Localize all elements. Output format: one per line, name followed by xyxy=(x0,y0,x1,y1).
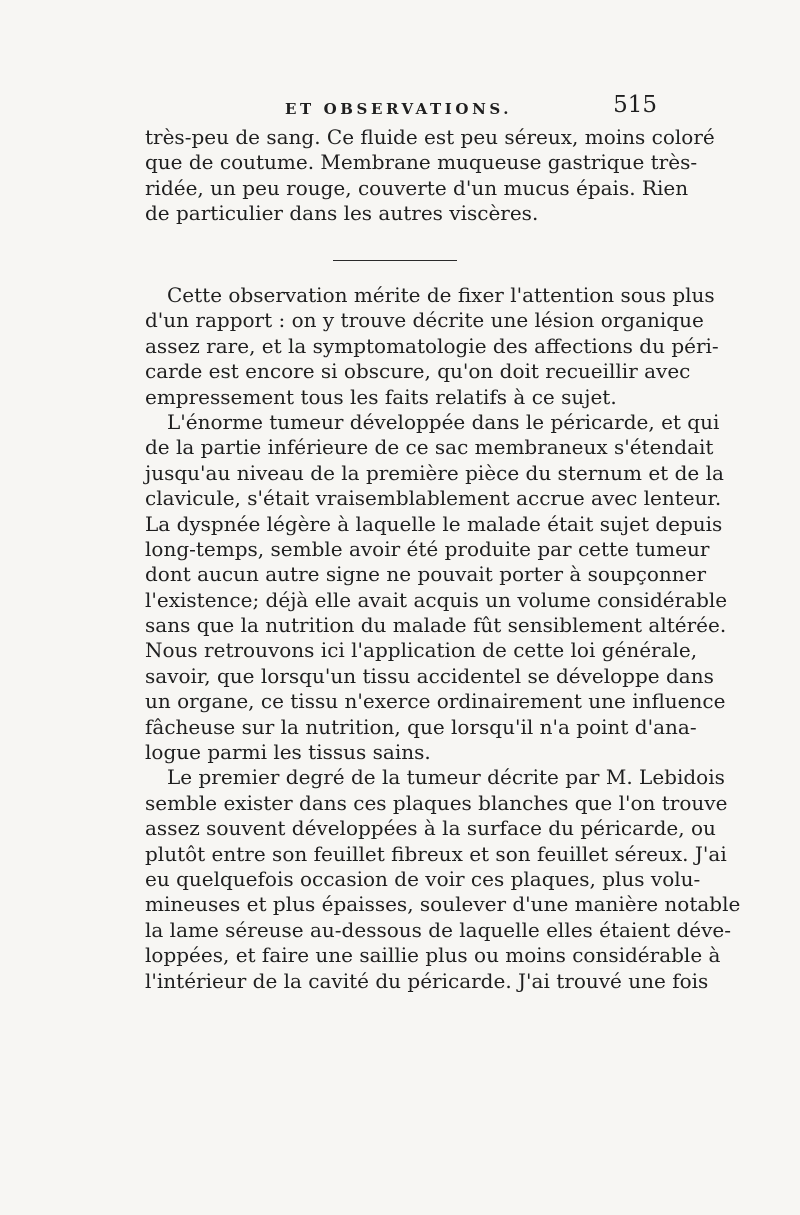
text-line: Le premier degré de la tumeur décrite par M. Lebidois xyxy=(167,765,725,790)
text-line: L'énorme tumeur développée dans le péricarde, et qui xyxy=(167,409,720,434)
commentary-text xyxy=(145,283,741,994)
text-line: logue parmi les tissus sains. xyxy=(145,740,431,765)
text-line: de la partie inférieure de ce sac membraneux s'étendait xyxy=(145,435,714,460)
text-line: que de coutume. Membrane muqueuse gastrique très- xyxy=(145,150,698,175)
text-line: l'intérieur de la cavité du péricarde. J'ai trouvé une fois xyxy=(145,968,709,993)
paragraph-continued xyxy=(145,125,715,227)
text-line: assez souvent développées à la surface du péricarde, ou xyxy=(145,816,716,841)
text-line: mineuses et plus épaisses, soulever d'une manière notable xyxy=(145,892,741,917)
text-line: fâcheuse sur la nutrition, que lorsqu'il n'a point d'ana- xyxy=(145,714,697,739)
page-number: 515 xyxy=(613,92,657,118)
text-line: ridée, un peu rouge, couverte d'un mucus épais. Rien xyxy=(145,175,689,200)
section-divider xyxy=(333,260,457,261)
text-line: plutôt entre son feuillet fibreux et son feuillet séreux. J'ai xyxy=(145,841,727,866)
text-line: d'un rapport : on y trouve décrite une lésion organique xyxy=(145,308,704,333)
text-line: un organe, ce tissu n'exerce ordinairement une influence xyxy=(145,689,726,714)
text-line: jusqu'au niveau de la première pièce du sternum et de la xyxy=(145,460,724,485)
text-line: l'existence; déjà elle avait acquis un volume considérable xyxy=(145,587,728,612)
text-line: loppées, et faire une saillie plus ou moins considérable à xyxy=(145,943,721,968)
text-line: la lame séreuse au-dessous de laquelle elles étaient déve- xyxy=(145,917,732,942)
text-line: semble exister dans ces plaques blanches que l'on trouve xyxy=(145,790,728,815)
text-line: très-peu de sang. Ce fluide est peu séreux, moins coloré xyxy=(145,125,715,149)
text-line: de particulier dans les autres viscères. xyxy=(145,201,539,226)
text-line: assez rare, et la symptomatologie des affections du péri- xyxy=(145,333,719,358)
text-line: empressement tous les faits relatifs à ce sujet. xyxy=(145,384,617,409)
page-header xyxy=(145,94,657,124)
text-line: carde est encore si obscure, qu'on doit recueillir avec xyxy=(145,359,691,384)
text-line: La dyspnée légère à laquelle le malade était sujet depuis xyxy=(145,511,723,536)
text-line: dont aucun autre signe ne pouvait porter à soupçonner xyxy=(145,562,707,587)
running-title: ET OBSERVATIONS. xyxy=(285,100,513,118)
text-line: savoir, que lorsqu'un tissu accidentel se développe dans xyxy=(145,663,714,688)
text-line: sans que la nutrition du malade fût sensiblement altérée. xyxy=(145,613,727,638)
text-line: long-temps, semble avoir été produite par cette tumeur xyxy=(145,536,710,561)
text-line: clavicule, s'était vraisemblablement accrue avec lenteur. xyxy=(145,486,722,511)
text-line: eu quelquefois occasion de voir ces plaques, plus volu- xyxy=(145,866,701,891)
text-line: Nous retrouvons ici l'application de cette loi générale, xyxy=(145,638,698,663)
text-line: Cette observation mérite de fixer l'attention sous plus xyxy=(167,283,715,307)
